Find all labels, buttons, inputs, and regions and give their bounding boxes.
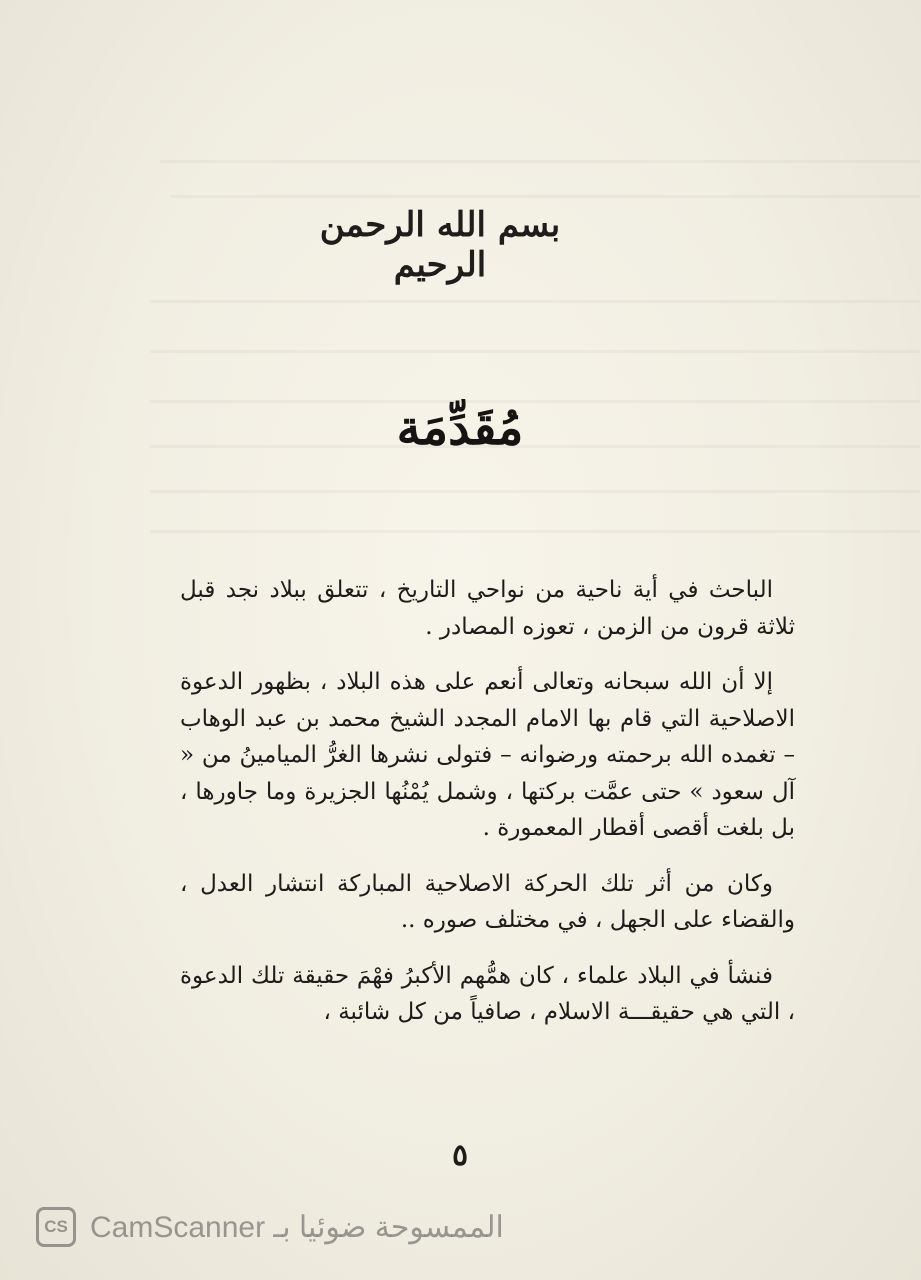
- paragraph: وكان من أثر تلك الحركة الاصلاحية المباركة انتشار العدل ، والقضاء على الجهل ، في مختلف صوره ..: [180, 870, 795, 933]
- watermark-text: الممسوحة ضوئيا بـ CamScanner: [90, 1210, 504, 1244]
- paragraph: إلا أن الله سبحانه وتعالى أنعم على هذه البلاد ، بظهور الدعوة الاصلاحية التي قام بها الامام المجدد الشيخ محمد بن عبد الوهاب – تغمده الله برحمته ورضوانه – فتولى نشرها الغرُّ الميامينُ من « آل سعود » حتى عمَّت بركتها ، وشمل يُمْنُها الجزيرة وما جاورها ، بل بلغت أقصى أقطار المعمورة .: [180, 669, 795, 841]
- page-number: ٥: [451, 1138, 469, 1173]
- basmala-heading: بسم الله الرحمن الرحيم: [319, 205, 561, 285]
- page-title: مُقَدِّمَة: [396, 400, 524, 456]
- camscanner-watermark: [36, 1205, 536, 1249]
- paragraph: الباحث في أية ناحية من نواحي التاريخ ، تتعلق ببلاد نجد قبل ثلاثة قرون من الزمن ، تعوزه المصادر .: [180, 577, 795, 640]
- body-text: [180, 572, 795, 1050]
- paragraph: فنشأ في البلاد علماء ، كان همُّهم الأكبرُ فهْمَ حقيقة تلك الدعوة ، التي هي حقيقـــة الاسلام ، صافياً من كل شائبة ،: [180, 962, 795, 1025]
- camscanner-logo-icon: CS: [36, 1207, 76, 1247]
